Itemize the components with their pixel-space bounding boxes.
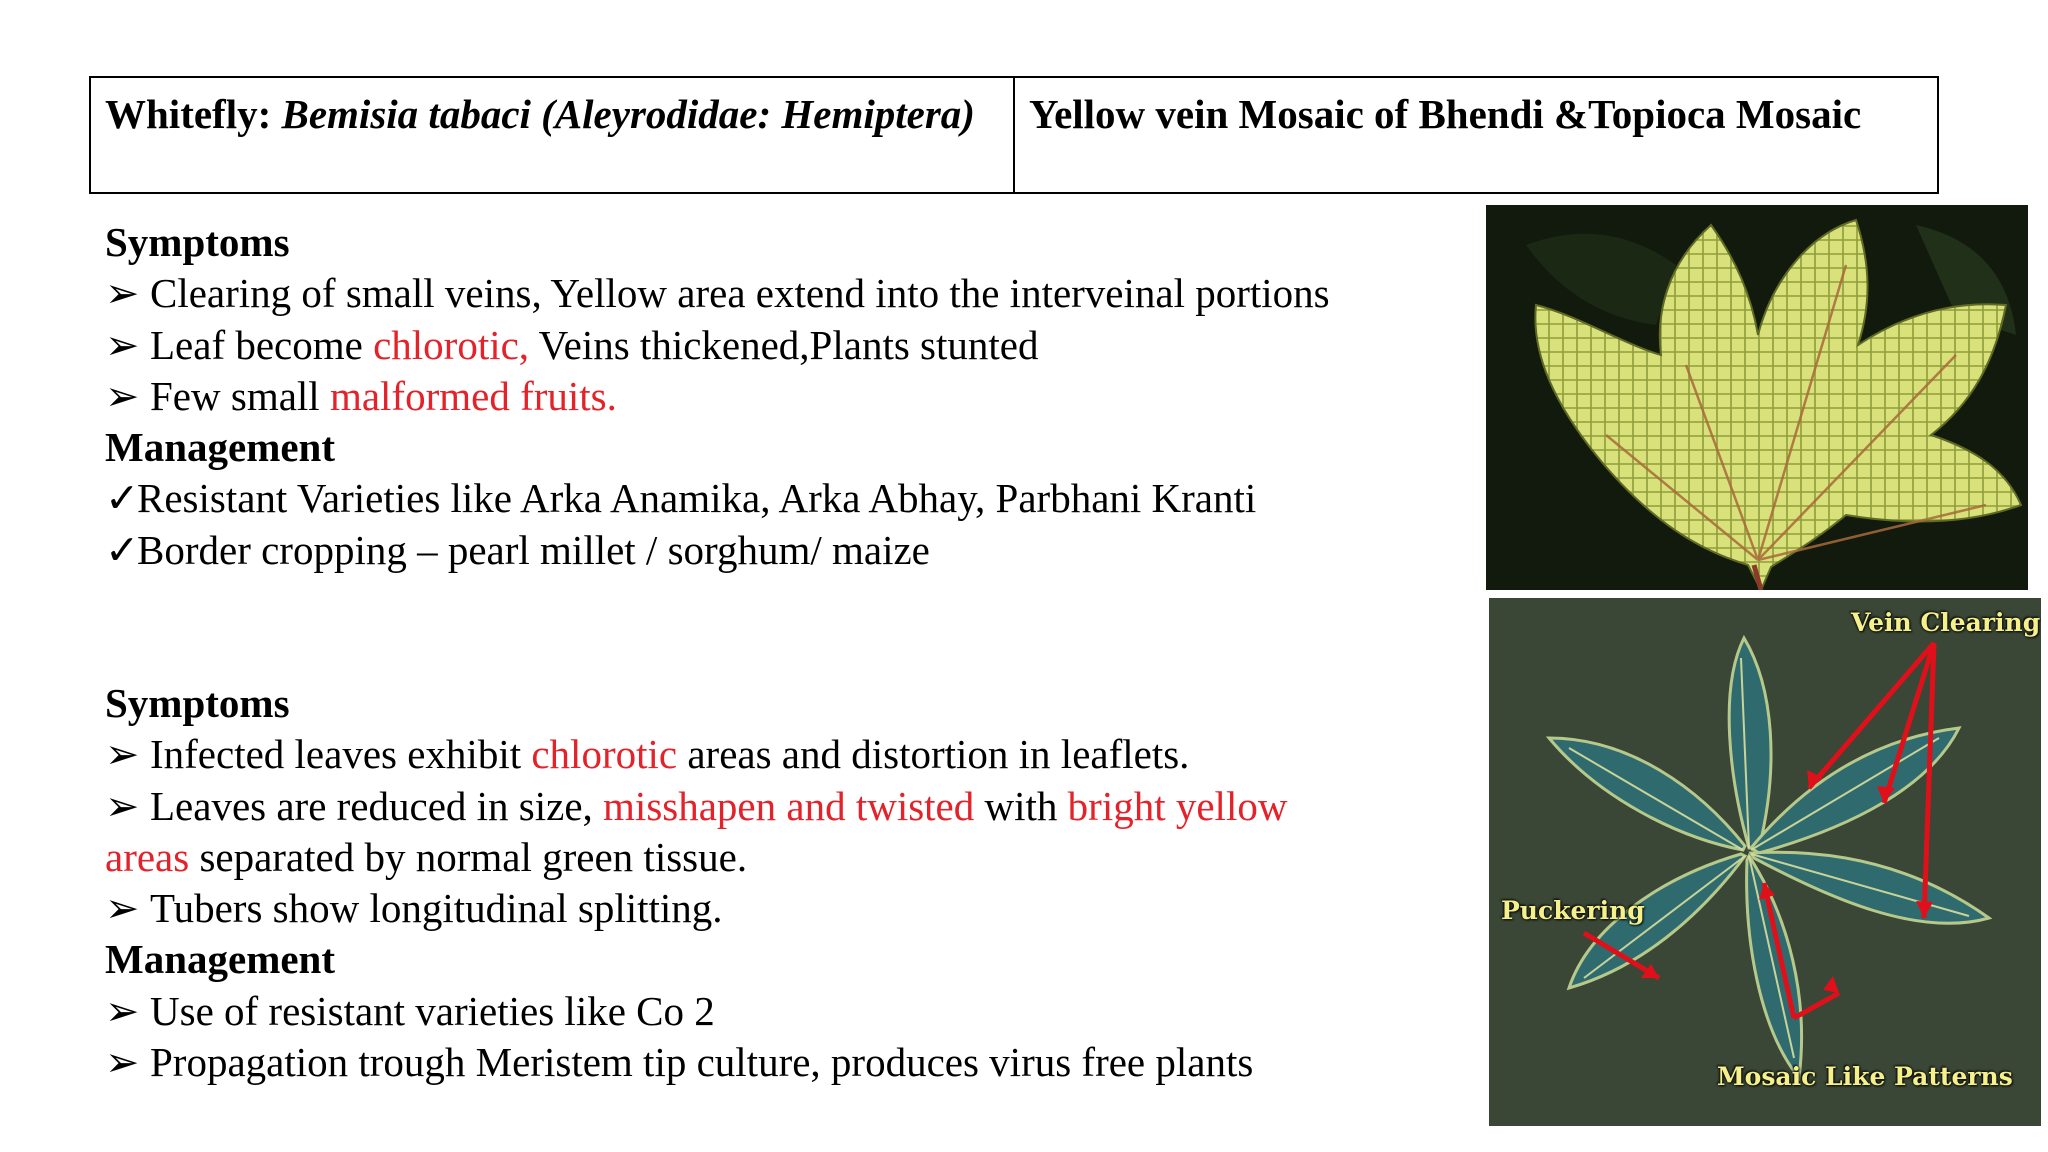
disease-title: Yellow vein Mosaic of Bhendi &Topioca Mosaic	[1029, 91, 1862, 137]
arrow-bullet-icon: ➢	[105, 885, 140, 932]
management-item: ➢ Propagation trough Meristem tip culture, produces virus free plants	[105, 1037, 1287, 1088]
checkmark-icon: ✓	[105, 526, 140, 573]
arrow-bullet-icon: ➢	[105, 987, 140, 1034]
symptom-item: ➢ Clearing of small veins, Yellow area extend into the interveinal portions	[105, 268, 1330, 319]
vein-clearing-label: Vein Clearing	[1851, 608, 2041, 637]
symptoms-heading: Symptoms	[105, 680, 290, 726]
management-heading: Management	[105, 424, 336, 471]
symptom-item: ➢ Few small malformed fruits.	[105, 371, 1330, 422]
tapioca-section	[105, 678, 1287, 1088]
arrow-bullet-icon: ➢	[105, 321, 140, 368]
checkmark-icon: ✓	[105, 475, 140, 522]
symptom-item: ➢ Leaf become chlorotic, Veins thickened,Plants stunted	[105, 320, 1330, 371]
management-heading: Management	[105, 936, 336, 983]
title-table	[89, 76, 1939, 194]
management-item: ✓Border cropping – pearl millet / sorghum/ maize	[105, 525, 1330, 576]
symptom-item: ➢ Infected leaves exhibit chlorotic areas and distortion in leaflets.	[105, 729, 1287, 780]
pest-label: Whitefly:	[105, 91, 282, 137]
cassava-leaf-photo	[1489, 598, 2041, 1126]
symptom-item: ➢ Tubers show longitudinal splitting.	[105, 883, 1287, 934]
symptom-item-continuation: areas separated by normal green tissue.	[105, 833, 748, 880]
arrow-bullet-icon: ➢	[105, 270, 140, 317]
arrow-bullet-icon: ➢	[105, 1039, 140, 1086]
cassava-leaf-illustration	[1489, 598, 2041, 1126]
symptom-item: ➢ Leaves are reduced in size, misshapen and twisted with bright yellow	[105, 781, 1287, 832]
bhendi-section	[105, 217, 1330, 576]
management-item: ✓Resistant Varieties like Arka Anamika, Arka Abhay, Parbhani Kranti	[105, 473, 1330, 524]
arrow-bullet-icon: ➢	[105, 731, 140, 778]
okra-leaf-photo	[1486, 205, 2028, 590]
arrow-bullet-icon: ➢	[105, 782, 140, 829]
arrow-bullet-icon: ➢	[105, 372, 140, 419]
puckering-label: Puckering	[1501, 896, 1645, 925]
disease-name-cell	[1015, 78, 1937, 192]
pest-scientific-name: Bemisia tabaci (Aleyrodidae: Hemiptera)	[281, 91, 975, 137]
pest-name-cell	[91, 78, 1015, 192]
management-item: ➢ Use of resistant varieties like Co 2	[105, 986, 1287, 1037]
okra-leaf-illustration	[1486, 205, 2028, 590]
symptoms-heading: Symptoms	[105, 219, 290, 265]
mosaic-patterns-label: Mosaic Like Patterns	[1717, 1062, 2013, 1091]
